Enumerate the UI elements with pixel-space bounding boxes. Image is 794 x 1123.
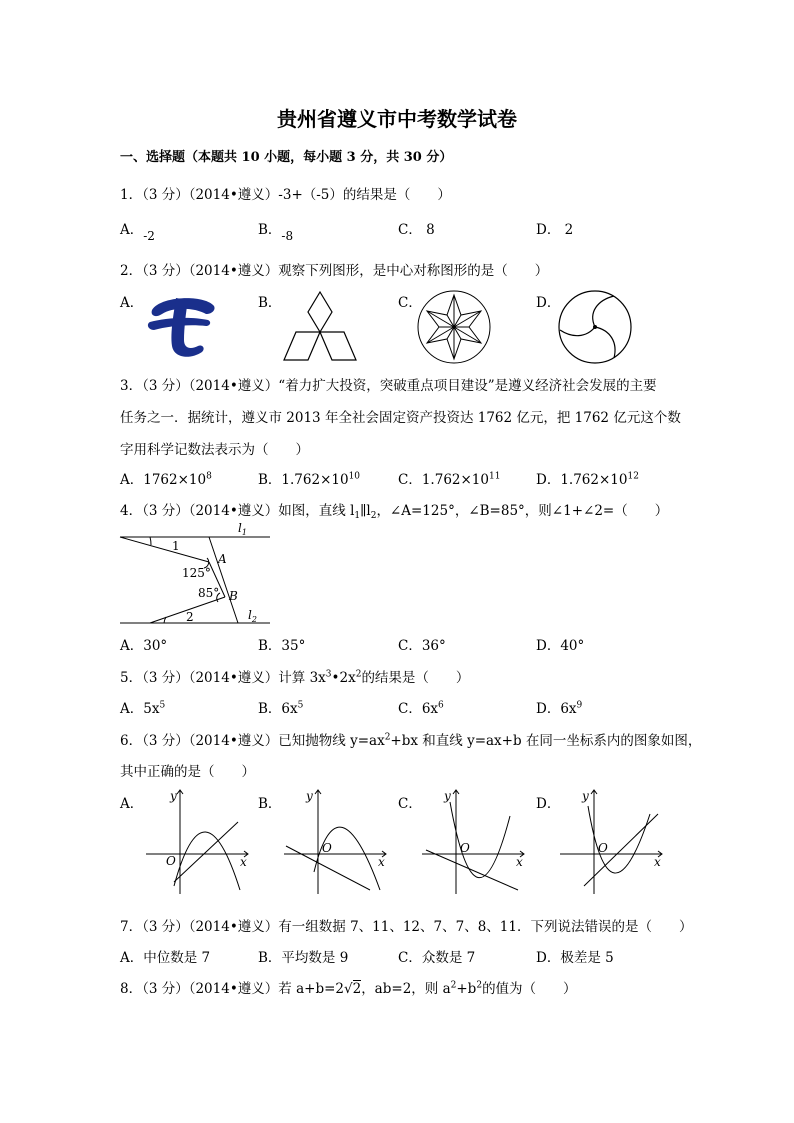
q2-label-b: B． <box>258 295 282 311</box>
angle-2-label: 2 <box>186 610 194 624</box>
parallel-lines-figure <box>120 520 276 630</box>
q6-label-d: D． <box>536 796 561 812</box>
q4-option-b: B．35° <box>258 638 306 654</box>
q1-option-d: D． 2 <box>536 222 574 238</box>
q5-option-d: D．$6x^9$ <box>536 700 583 717</box>
q7-option-b: B．平均数是 9 <box>258 950 349 966</box>
svg-text:y: y <box>170 789 177 803</box>
q6-label-c: C． <box>398 796 422 812</box>
svg-text:O: O <box>322 841 332 855</box>
q1-option-c: C． 8 <box>398 222 435 238</box>
point-a-label: A <box>218 552 227 566</box>
q5-option-c: C．$6x^6$ <box>398 700 444 717</box>
svg-text:O: O <box>166 854 176 868</box>
q2-label-d: D． <box>536 295 561 311</box>
question-7-stem: 7．（3 分）（2014•遵义）有一组数据 7、11、12、7、7、8、11．下列说法错误的是（ ） <box>120 919 693 935</box>
q6-graph-a <box>144 786 254 896</box>
svg-text:x: x <box>654 855 661 869</box>
q5-option-a: A．$5x^5$ <box>120 700 166 717</box>
q6-graph-d <box>558 786 668 896</box>
q5-option-b: B．$6x^5$ <box>258 700 304 717</box>
q2-label-a: A． <box>120 295 144 311</box>
svg-text:y: y <box>306 789 313 803</box>
svg-text:x: x <box>378 855 385 869</box>
svg-text:y: y <box>444 789 451 803</box>
q6-label-b: B． <box>258 796 282 812</box>
question-8-stem: 8．（3 分）（2014•遵义）若 a+b=2√2，ab=2，则 $a^2+b^2$的值为（ ） <box>120 980 577 997</box>
svg-text:O: O <box>460 841 470 855</box>
angle-1-label: 1 <box>172 539 180 553</box>
svg-text:x: x <box>516 855 523 869</box>
q6-graph-b <box>282 786 392 896</box>
q2-label-c: C． <box>398 295 422 311</box>
q7-option-d: D．极差是 5 <box>536 950 614 966</box>
point-b-label: B <box>229 589 238 603</box>
q3-option-a: A．$1762\times 10^8$ <box>120 471 212 488</box>
question-5-stem: 5．（3 分）（2014•遵义）计算 $3x^3•2x^2$的结果是（ ） <box>120 669 470 686</box>
q7-option-a: A．中位数是 7 <box>120 950 211 966</box>
l2-label: $l_2$ <box>248 608 257 624</box>
section-heading: 一、选择题（本题共 10 小题，每小题 3 分，共 30 分） <box>120 150 453 165</box>
question-4-stem: 4．（3 分）（2014•遵义）如图，直线 $l_1\parallel l_2$，∠A=125°，∠B=85°，则∠1+∠2=（ ） <box>120 503 669 521</box>
q1-option-b: B．-8 <box>258 222 294 243</box>
sqrt-symbol: √2 <box>343 981 362 997</box>
page-title: 贵州省遵义市中考数学试卷 <box>277 107 517 131</box>
circle-arcs-figure <box>558 290 632 364</box>
question-3-line-3: 字用科学记数法表示为（ ） <box>120 442 309 458</box>
svg-text:x: x <box>240 855 247 869</box>
question-3-line-2: 任务之一．据统计，遵义市 2013 年全社会固定资产投资达 1762 亿元，把 1762 亿元这个数 <box>120 410 681 426</box>
svg-text:O: O <box>598 841 608 855</box>
angle-a-label: 125° <box>182 566 211 580</box>
q3-option-b: B．$1.762\times 10^{10}$ <box>258 471 361 488</box>
question-3-line-1: 3．（3 分）（2014•遵义）“着力扩大投资，突破重点项目建设”是遵义经济社会发展的主要 <box>120 378 657 394</box>
q6-graph-c <box>420 786 530 896</box>
question-1-stem: 1．（3 分）（2014•遵义）-3+（-5）的结果是（ ） <box>120 187 451 203</box>
q4-option-a: A．30° <box>120 638 168 654</box>
q7-option-c: C．众数是 7 <box>398 950 476 966</box>
q3-option-d: D．$1.762\times 10^{12}$ <box>536 471 639 488</box>
question-2-stem: 2．（3 分）（2014•遵义）观察下列图形，是中心对称图形的是（ ） <box>120 263 549 279</box>
three-rhombus-figure <box>282 290 358 362</box>
svg-text:y: y <box>582 789 589 803</box>
l1-label: $l_1$ <box>238 521 247 537</box>
q6-label-a: A． <box>120 796 144 812</box>
angle-b-label: 85° <box>198 586 220 600</box>
q1-option-a: A．-2 <box>120 222 155 243</box>
question-6-line-2: 其中正确的是（ ） <box>120 764 255 780</box>
telecom-logo-figure <box>146 292 218 360</box>
q4-option-d: D．40° <box>536 638 585 654</box>
q3-option-c: C．$1.762\times 10^{11}$ <box>398 471 501 488</box>
q4-option-c: C．36° <box>398 638 446 654</box>
star-in-circle-figure <box>417 290 491 364</box>
question-6-stem: 6．（3 分）（2014•遵义）已知抛物线 $y=ax^2+bx$ 和直线 y=ax+b 在同一坐标系内的图象如图， <box>120 732 702 749</box>
